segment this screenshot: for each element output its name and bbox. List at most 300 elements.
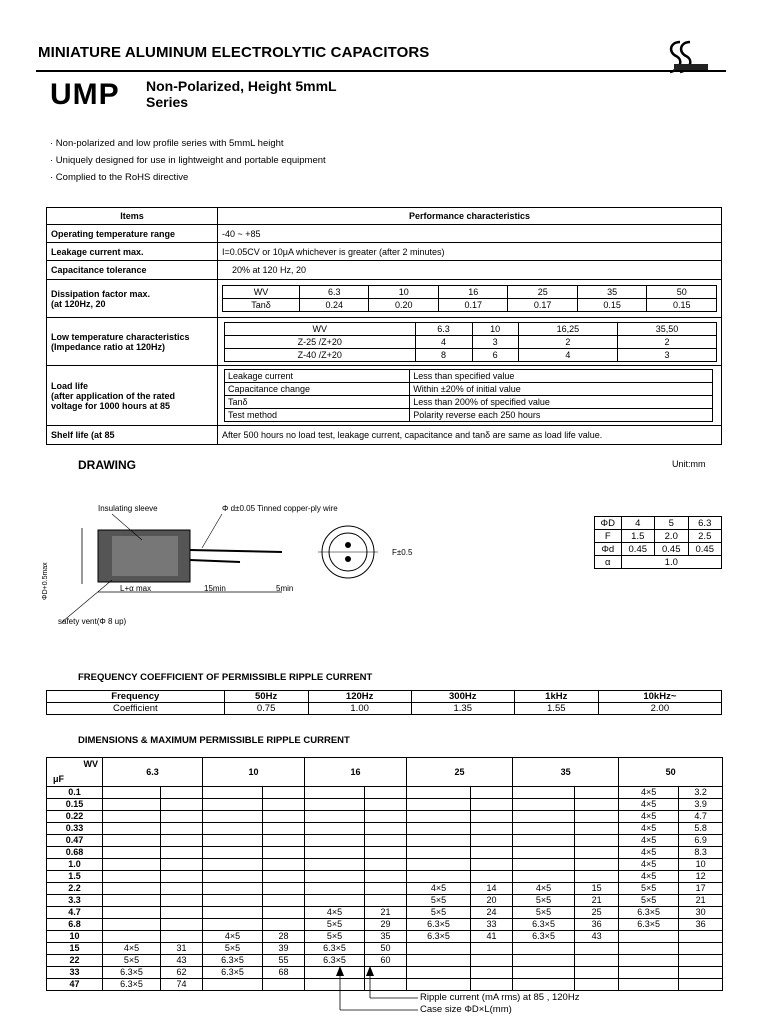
ripple-current-cell — [365, 799, 407, 811]
cap-tolerance-value: 20% at 120 Hz, 20 — [218, 261, 722, 280]
frequency-table — [46, 690, 722, 715]
df-label-2: (at 120Hz, 20 — [51, 298, 106, 309]
load-life-cell-value: Test method — [225, 409, 410, 422]
case-size-cell: 5×5 — [407, 907, 471, 919]
dim-cell: 5 — [655, 517, 688, 530]
ripple-current-cell: 30 — [679, 907, 723, 919]
case-size-cell: 4×5 — [203, 931, 263, 943]
case-size-cell: 6.3×5 — [305, 943, 365, 955]
capacitance-cell: 15 — [47, 943, 103, 955]
capacitance-cell: 1.5 — [47, 871, 103, 883]
ripple-current-cell — [161, 799, 203, 811]
case-size-cell — [203, 799, 263, 811]
lt-row — [225, 348, 717, 361]
lead-wire-2 — [190, 560, 240, 562]
case-size-cell — [407, 787, 471, 799]
freq-cell: 300Hz — [411, 691, 514, 703]
load-life-row — [225, 370, 713, 383]
case-size-cell: 5×5 — [103, 955, 161, 967]
ripple-current-cell — [263, 895, 305, 907]
case-size-cell — [203, 979, 263, 991]
case-size-cell — [103, 787, 161, 799]
case-size-cell — [305, 871, 365, 883]
ripple-current-cell: 43 — [161, 955, 203, 967]
case-size-cell — [103, 811, 161, 823]
dim-row — [595, 517, 722, 530]
case-size-cell — [203, 859, 263, 871]
voltage-header: 50 — [619, 758, 723, 787]
brand-logo-icon — [650, 40, 708, 74]
lt-cell-value: 6 — [472, 348, 518, 361]
ripple-row — [47, 799, 723, 811]
freq-cell: 1.35 — [411, 703, 514, 715]
safety-vent-label: safety vent(Φ 8 up) — [58, 617, 127, 626]
ripple-current-cell: 14 — [471, 883, 513, 895]
case-size-cell — [513, 979, 575, 991]
ripple-current-cell: 39 — [263, 943, 305, 955]
ripple-current-cell: 35 — [365, 931, 407, 943]
wv-label: WV — [83, 759, 98, 769]
case-size-cell — [305, 835, 365, 847]
case-size-cell — [203, 811, 263, 823]
capacitance-cell: 1.0 — [47, 859, 103, 871]
load-life-cell-value: Less than 200% of specified value — [410, 396, 713, 409]
ripple-current-cell — [263, 823, 305, 835]
lt-cell-value: Z-40 /Z+20 — [225, 348, 416, 361]
leakage-value: I=0.05CV or 10μA whichever is greater (after 2 minutes) — [218, 243, 722, 261]
case-size-cell — [619, 943, 679, 955]
ripple-current-cell: 43 — [575, 931, 619, 943]
df-cell-value: 50 — [647, 286, 717, 299]
case-size-cell: 5×5 — [203, 943, 263, 955]
leader-vent — [62, 580, 112, 622]
case-size-cell — [203, 823, 263, 835]
case-size-cell: 6.3×5 — [619, 907, 679, 919]
ripple-current-cell — [679, 955, 723, 967]
drawing-title: DRAWING — [78, 458, 136, 472]
ripple-current-cell — [575, 955, 619, 967]
case-size-cell — [103, 883, 161, 895]
case-size-cell — [305, 847, 365, 859]
ripple-current-cell — [365, 811, 407, 823]
case-size-cell — [407, 823, 471, 835]
ripple-current-cell: 31 — [161, 943, 203, 955]
dim-cell: 0.45 — [621, 543, 654, 556]
case-size-cell — [513, 835, 575, 847]
lt-cell-value: WV — [225, 322, 416, 335]
capacitance-cell: 33 — [47, 967, 103, 979]
load-life-cell-value: Polarity reverse each 250 hours — [410, 409, 713, 422]
dim-row — [595, 543, 722, 556]
ripple-current-cell — [575, 787, 619, 799]
dim-cell: 2.0 — [655, 530, 688, 543]
dim-cell: 1.0 — [621, 556, 721, 569]
wv-uf-corner — [47, 758, 103, 787]
df-cell-value: Tanδ — [223, 299, 300, 312]
ripple-current-cell: 74 — [161, 979, 203, 991]
dim-cell: ΦD — [595, 517, 622, 530]
capacitance-cell: 6.8 — [47, 919, 103, 931]
ripple-current-cell — [161, 907, 203, 919]
voltage-header: 16 — [305, 758, 407, 787]
lt-cell-value: 6.3 — [415, 322, 472, 335]
dim-cell: Φd — [595, 543, 622, 556]
ripple-current-cell: 8.3 — [679, 847, 723, 859]
header-rule — [36, 70, 726, 72]
capacitance-cell: 0.1 — [47, 787, 103, 799]
case-size-cell — [203, 787, 263, 799]
lt-subtable — [224, 322, 717, 362]
capacitance-cell: 0.15 — [47, 799, 103, 811]
lead-5min-label: 5min — [276, 584, 294, 593]
freq-cell: Frequency — [47, 691, 225, 703]
ripple-current-cell: 3.2 — [679, 787, 723, 799]
case-size-cell — [513, 943, 575, 955]
ripple-current-cell: 68 — [263, 967, 305, 979]
leakage-label: Leakage current max. — [47, 243, 218, 261]
bullet-item: · Non-polarized and low profile series with 5mmL height — [50, 138, 284, 149]
ripple-current-cell — [471, 979, 513, 991]
bullet-item: · Complied to the RoHS directive — [50, 172, 189, 183]
freq-cell: 10kHz~ — [598, 691, 721, 703]
case-size-cell — [103, 931, 161, 943]
df-row — [223, 286, 717, 299]
case-size-cell: 4×5 — [619, 811, 679, 823]
ripple-row — [47, 919, 723, 931]
case-size-cell: 4×5 — [103, 943, 161, 955]
lt-cell-value: 10 — [472, 322, 518, 335]
ripple-current-cell — [161, 859, 203, 871]
df-label — [47, 280, 218, 318]
case-size-cell: 5×5 — [305, 931, 365, 943]
df-cell-value: 6.3 — [300, 286, 369, 299]
case-size-cell — [513, 859, 575, 871]
legend-case: Case size ΦD×L(mm) — [420, 1004, 512, 1015]
length-label: L+α max — [120, 584, 152, 593]
case-size-cell — [407, 799, 471, 811]
lt-cell-value: 4 — [415, 335, 472, 348]
case-size-cell — [103, 871, 161, 883]
freq-cell: 50Hz — [224, 691, 308, 703]
ripple-current-cell — [263, 787, 305, 799]
case-size-cell — [103, 835, 161, 847]
voltage-header: 25 — [407, 758, 513, 787]
dim-cell: F — [595, 530, 622, 543]
ripple-current-cell: 28 — [263, 931, 305, 943]
ripple-current-cell — [471, 811, 513, 823]
capacitor-drawing — [52, 500, 392, 635]
case-size-cell — [513, 871, 575, 883]
ripple-row — [47, 931, 723, 943]
case-size-cell: 6.3×5 — [305, 955, 365, 967]
case-size-cell — [305, 811, 365, 823]
freq-cell: 1.00 — [308, 703, 411, 715]
load-life-label — [47, 366, 218, 426]
case-size-cell — [203, 907, 263, 919]
ripple-current-cell: 62 — [161, 967, 203, 979]
f-tolerance-label: F±0.5 — [392, 548, 413, 557]
case-size-cell — [513, 847, 575, 859]
ripple-title: DIMENSIONS & MAXIMUM PERMISSIBLE RIPPLE CURRENT — [78, 735, 350, 746]
leader-wire — [202, 514, 222, 548]
capacitor-sleeve — [112, 536, 178, 576]
load-life-row — [225, 383, 713, 396]
case-size-cell: 6.3×5 — [103, 979, 161, 991]
dim-row — [595, 556, 722, 569]
ripple-current-cell: 21 — [575, 895, 619, 907]
ripple-current-cell — [679, 979, 723, 991]
ripple-current-cell — [679, 943, 723, 955]
ripple-current-cell — [161, 847, 203, 859]
ripple-current-cell: 29 — [365, 919, 407, 931]
case-size-cell — [407, 847, 471, 859]
end-view-lead-2 — [345, 556, 351, 562]
ripple-row — [47, 787, 723, 799]
ripple-current-cell — [263, 883, 305, 895]
ripple-current-cell — [161, 835, 203, 847]
case-size-cell: 6.3×5 — [407, 931, 471, 943]
ripple-current-cell: 41 — [471, 931, 513, 943]
case-size-cell — [513, 823, 575, 835]
ripple-current-cell: 60 — [365, 955, 407, 967]
diameter-label: ΦD+0.5max — [42, 562, 49, 600]
lt-cell-value: 2 — [617, 335, 716, 348]
ripple-current-cell — [471, 967, 513, 979]
ripple-current-cell — [263, 799, 305, 811]
ripple-row — [47, 895, 723, 907]
lt-cell-value: 2 — [518, 335, 617, 348]
lead-wire — [190, 550, 282, 552]
ripple-current-cell — [471, 859, 513, 871]
ripple-current-cell — [471, 943, 513, 955]
ripple-current-cell — [263, 907, 305, 919]
legend-arrows — [330, 962, 430, 1018]
ripple-row — [47, 883, 723, 895]
load-life-cell — [218, 366, 722, 426]
df-cell-value: 0.17 — [508, 299, 577, 312]
ripple-current-cell — [575, 847, 619, 859]
case-size-cell — [103, 895, 161, 907]
capacitance-cell: 0.33 — [47, 823, 103, 835]
capacitance-cell: 22 — [47, 955, 103, 967]
case-size-cell: 4×5 — [619, 787, 679, 799]
case-size-cell — [619, 955, 679, 967]
load-life-label-1: Load life — [51, 380, 89, 391]
df-cell-value: 25 — [508, 286, 577, 299]
ripple-current-cell: 55 — [263, 955, 305, 967]
case-size-cell — [203, 835, 263, 847]
case-size-cell — [203, 919, 263, 931]
voltage-header: 10 — [203, 758, 305, 787]
dimension-table — [594, 516, 722, 569]
capacitance-cell: 2.2 — [47, 883, 103, 895]
freq-cell: 1.55 — [514, 703, 598, 715]
df-cell-value: 0.20 — [369, 299, 438, 312]
shelf-life-label: Shelf life (at 85 — [47, 426, 218, 445]
document-title: MINIATURE ALUMINUM ELECTROLYTIC CAPACITORS — [38, 44, 430, 61]
ripple-current-cell — [471, 871, 513, 883]
ripple-current-cell — [679, 931, 723, 943]
ripple-current-cell — [365, 859, 407, 871]
lt-cell-value: 3 — [472, 335, 518, 348]
subtitle-line-2: Series — [146, 94, 189, 110]
col-performance: Performance characteristics — [218, 208, 722, 225]
ripple-current-cell — [471, 787, 513, 799]
ripple-current-cell: 50 — [365, 943, 407, 955]
ripple-current-cell — [575, 823, 619, 835]
ripple-row — [47, 871, 723, 883]
freq-cell: 1kHz — [514, 691, 598, 703]
ripple-current-cell — [263, 835, 305, 847]
dim-cell: 6.3 — [688, 517, 722, 530]
ripple-current-cell — [161, 787, 203, 799]
capacitance-cell: 4.7 — [47, 907, 103, 919]
ripple-current-cell — [575, 871, 619, 883]
lt-row — [225, 322, 717, 335]
dim-cell: 1.5 — [621, 530, 654, 543]
lt-cell-value: 4 — [518, 348, 617, 361]
case-size-cell — [513, 967, 575, 979]
ripple-current-cell — [161, 919, 203, 931]
op-temp-value: -40 ~ +85 — [218, 225, 722, 243]
load-life-row — [225, 396, 713, 409]
df-subtable — [222, 285, 717, 312]
capacitance-cell: 3.3 — [47, 895, 103, 907]
case-size-cell — [103, 907, 161, 919]
case-size-cell — [407, 811, 471, 823]
case-size-cell — [103, 799, 161, 811]
ripple-current-cell — [575, 979, 619, 991]
ripple-current-cell — [161, 811, 203, 823]
ripple-current-cell: 36 — [575, 919, 619, 931]
df-cell-value: 35 — [577, 286, 646, 299]
df-cell-value: 0.15 — [577, 299, 646, 312]
df-cell-value: 16 — [438, 286, 507, 299]
case-size-cell — [305, 787, 365, 799]
case-size-cell: 6.3×5 — [619, 919, 679, 931]
load-life-subtable — [224, 369, 713, 422]
ripple-current-cell — [161, 895, 203, 907]
case-size-cell: 4×5 — [407, 883, 471, 895]
load-life-cell-value: Leakage current — [225, 370, 410, 383]
case-size-cell — [305, 883, 365, 895]
case-size-cell: 5×5 — [407, 895, 471, 907]
case-size-cell — [103, 823, 161, 835]
freq-cell: 0.75 — [224, 703, 308, 715]
ripple-current-cell — [365, 835, 407, 847]
case-size-cell — [203, 847, 263, 859]
ripple-current-cell — [263, 871, 305, 883]
ripple-current-cell — [263, 811, 305, 823]
case-size-cell — [513, 811, 575, 823]
case-size-cell — [619, 979, 679, 991]
case-size-cell: 6.3×5 — [203, 967, 263, 979]
lt-row — [225, 335, 717, 348]
case-size-cell — [305, 823, 365, 835]
ripple-current-cell — [575, 967, 619, 979]
capacitance-cell: 0.68 — [47, 847, 103, 859]
ripple-current-cell — [161, 931, 203, 943]
case-size-cell — [203, 883, 263, 895]
lt-label — [47, 318, 218, 366]
unit-label: Unit:mm — [672, 459, 706, 469]
ripple-current-cell: 36 — [679, 919, 723, 931]
case-size-cell — [407, 859, 471, 871]
case-size-cell: 5×5 — [513, 895, 575, 907]
case-size-cell — [103, 919, 161, 931]
ripple-row — [47, 811, 723, 823]
case-size-cell: 4×5 — [619, 871, 679, 883]
ripple-header-row — [47, 758, 723, 787]
ripple-current-cell: 6.9 — [679, 835, 723, 847]
case-size-cell — [305, 859, 365, 871]
op-temp-label: Operating temperature range — [47, 225, 218, 243]
ripple-current-cell — [575, 859, 619, 871]
lead-15min-label: 15min — [204, 584, 226, 593]
ripple-current-cell — [575, 943, 619, 955]
case-size-cell — [407, 835, 471, 847]
ripple-current-cell: 17 — [679, 883, 723, 895]
lt-label-2: (Impedance ratio at 120Hz) — [51, 341, 166, 352]
case-size-cell — [305, 895, 365, 907]
df-cell-value: 10 — [369, 286, 438, 299]
case-size-cell: 6.3×5 — [407, 919, 471, 931]
case-size-cell: 5×5 — [305, 919, 365, 931]
freq-cell: 2.00 — [598, 703, 721, 715]
ripple-current-cell: 12 — [679, 871, 723, 883]
case-size-cell: 4×5 — [619, 859, 679, 871]
df-row — [223, 299, 717, 312]
case-size-cell: 5×5 — [619, 895, 679, 907]
ripple-current-cell: 21 — [679, 895, 723, 907]
case-size-cell — [103, 859, 161, 871]
series-subtitle — [146, 78, 337, 110]
case-size-cell — [513, 799, 575, 811]
load-life-cell-value: Less than specified value — [410, 370, 713, 383]
lt-cell-value: Z-25 /Z+20 — [225, 335, 416, 348]
load-life-cell-value: Within ±20% of initial value — [410, 383, 713, 396]
ripple-row — [47, 859, 723, 871]
case-size-cell — [103, 847, 161, 859]
load-life-label-3: voltage for 1000 hours at 85 — [51, 400, 171, 411]
col-items: Items — [47, 208, 218, 225]
shelf-life-value: After 500 hours no load test, leakage current, capacitance and tanδ are same as load life value. — [218, 426, 722, 445]
bullet-item: · Uniquely designed for use in lightweight and portable equipment — [50, 155, 326, 166]
series-code: UMP — [50, 78, 120, 111]
ripple-current-cell — [365, 895, 407, 907]
case-size-cell: 4×5 — [619, 823, 679, 835]
case-size-cell: 4×5 — [619, 835, 679, 847]
ripple-current-cell: 20 — [471, 895, 513, 907]
ripple-current-cell: 3.9 — [679, 799, 723, 811]
ripple-current-cell — [365, 787, 407, 799]
ripple-current-cell — [471, 823, 513, 835]
df-cell — [218, 280, 722, 318]
capacitance-cell: 10 — [47, 931, 103, 943]
uf-label: μF — [53, 774, 65, 784]
dim-cell: α — [595, 556, 622, 569]
case-size-cell — [619, 931, 679, 943]
ripple-current-cell — [471, 799, 513, 811]
case-size-cell — [305, 799, 365, 811]
case-size-cell: 6.3×5 — [513, 919, 575, 931]
ripple-row — [47, 835, 723, 847]
df-cell-value: 0.15 — [647, 299, 717, 312]
subtitle-line-1: Non-Polarized, Height 5mmL — [146, 78, 337, 94]
ripple-current-cell — [575, 811, 619, 823]
case-size-cell — [407, 943, 471, 955]
ripple-current-cell — [575, 799, 619, 811]
